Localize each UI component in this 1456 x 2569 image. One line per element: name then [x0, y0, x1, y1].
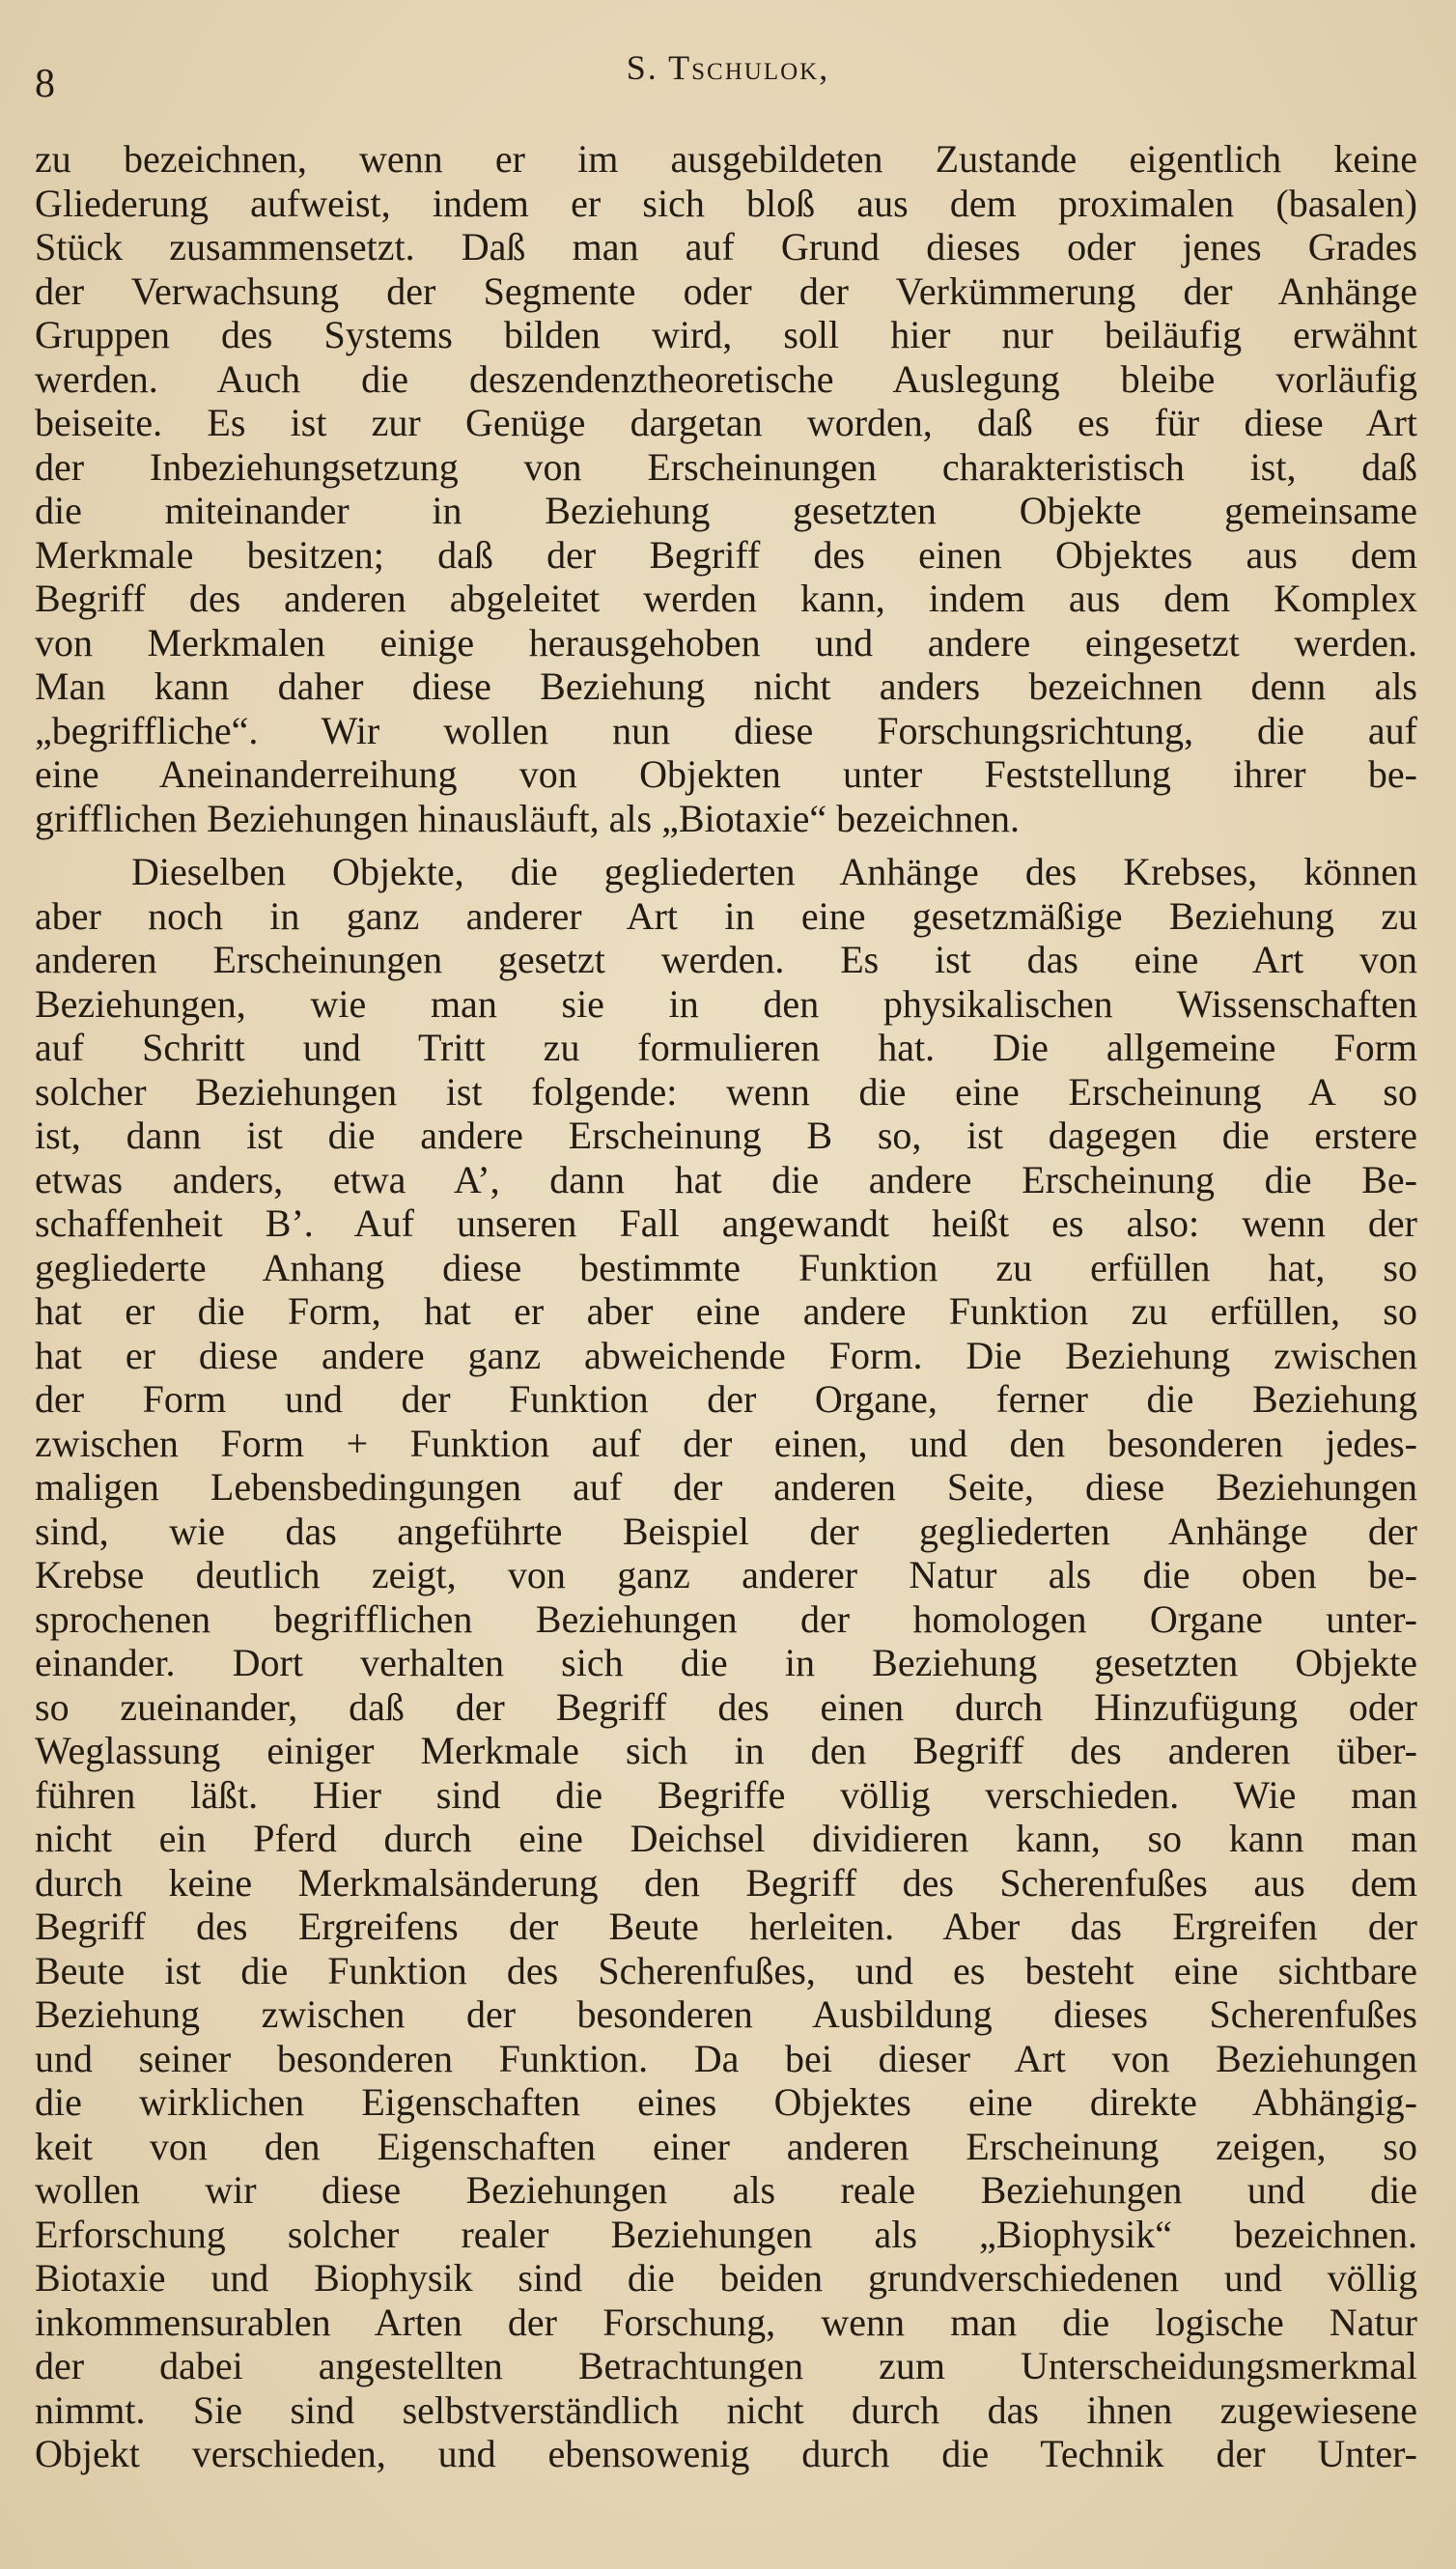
text-line: Beziehungen, wie man sie in den physikalischen Wissenschaften [35, 981, 1417, 1026]
text-line: der Verwachsung der Segmente oder der Verkümmerung der Anhänge [35, 268, 1417, 313]
text-line: Dieselben Objekte, die gegliederten Anhänge des Krebses, können [131, 850, 1417, 893]
text-line: inkommensurablen Arten der Forschung, wenn man die logische Natur [35, 2300, 1417, 2344]
text-line: die wirklichen Eigenschaften eines Objektes eine direkte Abhängig- [35, 2080, 1417, 2124]
text-line: Stück zusammensetzt. Daß man auf Grund dieses oder jenes Grades [35, 225, 1417, 268]
text-line: hat er die Form, hat er aber eine andere Funktion zu erfüllen, so [35, 1289, 1417, 1333]
text-line: der Inbeziehungsetzung von Erscheinungen charakteristisch ist, daß [35, 444, 1417, 489]
body-text [35, 137, 1417, 2476]
text-line: sprochenen begrifflichen Beziehungen der homologen Organe unter- [35, 1596, 1417, 1641]
text-line: gegliederte Anhang diese bestimmte Funktion zu erfüllen hat, so [35, 1245, 1417, 1289]
text-line: werden. Auch die deszendenztheoretische Auslegung bleibe vorläufig [35, 356, 1417, 401]
running-title [0, 50, 1456, 85]
text-line: durch keine Merkmalsänderung den Begriff des Scherenfußes aus dem [35, 1860, 1417, 1905]
text-line: Krebse deutlich zeigt, von ganz anderer Natur als die oben be- [35, 1553, 1417, 1596]
text-line: „begriffliche“. Wir wollen nun diese Forschungsrichtung, die auf [35, 708, 1417, 752]
text-line: eine Aneinanderreihung von Objekten unter Feststellung ihrer be- [35, 752, 1417, 796]
text-line: Gliederung aufweist, indem er sich bloß aus dem proximalen (basalen) [35, 181, 1417, 225]
text-line: keit von den Eigenschaften einer anderen Erscheinung zeigen, so [35, 2124, 1417, 2168]
text-line: ist, dann ist die andere Erscheinung B so, ist dagegen die erstere [35, 1114, 1417, 1157]
text-line: einander. Dort verhalten sich die in Beziehung gesetzten Objekte [35, 1641, 1417, 1684]
text-line: Weglassung einiger Merkmale sich in den Begriff des anderen über- [35, 1729, 1417, 1772]
text-line: nicht ein Pferd durch eine Deichsel dividieren kann, so kann man [35, 1817, 1417, 1860]
text-line: und seiner besonderen Funktion. Da bei dieser Art von Beziehungen [35, 2036, 1417, 2080]
text-line: von Merkmalen einige herausgehoben und andere eingesetzt werden. [35, 620, 1417, 664]
text-line: Gruppen des Systems bilden wird, soll hier nur beiläufig erwähnt [35, 313, 1417, 356]
text-line: nimmt. Sie sind selbstverständlich nicht durch das ihnen zugewiesene [35, 2387, 1417, 2432]
text-line: Objekt verschieden, und ebensowenig durch die Technik der Unter- [35, 2432, 1417, 2475]
paragraph [35, 137, 1417, 840]
text-line: Biotaxie und Biophysik sind die beiden grundverschiedenen und völlig [35, 2256, 1417, 2300]
text-line: beiseite. Es ist zur Genüge dargetan worden, daß es für diese Art [35, 401, 1417, 444]
text-line: anderen Erscheinungen gesetzt werden. Es ist das eine Art von [35, 938, 1417, 981]
text-line: zwischen Form + Funktion auf der einen, und den besonderen jedes- [35, 1421, 1417, 1465]
text-line: Merkmale besitzen; daß der Begriff des einen Objektes aus dem [35, 532, 1417, 577]
text-line: der dabei angestellten Betrachtungen zum Unterscheidungsmerkmal [35, 2344, 1417, 2387]
text-line: aber noch in ganz anderer Art in eine gesetzmäßige Beziehung zu [35, 893, 1417, 938]
text-line: etwas anders, etwa A’, dann hat die andere Erscheinung die Be- [35, 1157, 1417, 1201]
text-line: der Form und der Funktion der Organe, ferner die Beziehung [35, 1377, 1417, 1421]
text-line: Beziehung zwischen der besonderen Ausbildung dieses Scherenfußes [35, 1992, 1417, 2036]
text-line: zu bezeichnen, wenn er im ausgebildeten Zustande eigentlich keine [35, 137, 1417, 181]
text-line: Erforschung solcher realer Beziehungen als „Biophysik“ bezeichnen. [35, 2212, 1417, 2256]
paragraph [35, 850, 1417, 2476]
text-line: maligen Lebensbedingungen auf der anderen Seite, diese Beziehungen [35, 1465, 1417, 1509]
text-line: wollen wir diese Beziehungen als reale Beziehungen und die [35, 2168, 1417, 2212]
text-line: Beute ist die Funktion des Scherenfußes, und es besteht eine sichtbare [35, 1948, 1417, 1992]
text-line: auf Schritt und Tritt zu formulieren hat. Die allgemeine Form [35, 1026, 1417, 1069]
text-line: schaffenheit B’. Auf unseren Fall angewandt heißt es also: wenn der [35, 1201, 1417, 1245]
text-line: Begriff des Ergreifens der Beute herleiten. Aber das Ergreifen der [35, 1905, 1417, 1948]
text-line: grifflichen Beziehungen hinausläuft, als „Biotaxie“ bezeichnen. [35, 796, 1020, 840]
text-line: hat er diese andere ganz abweichende Form. Die Beziehung zwischen [35, 1333, 1417, 1377]
text-line: Begriff des anderen abgeleitet werden kann, indem aus dem Komplex [35, 577, 1417, 620]
text-line: führen läßt. Hier sind die Begriffe völlig verschieden. Wie man [35, 1772, 1417, 1817]
paragraph-gap [35, 840, 1417, 850]
text-line: Man kann daher diese Beziehung nicht anders bezeichnen denn als [35, 664, 1417, 708]
text-line: so zueinander, daß der Begriff des einen durch Hinzufügung oder [35, 1684, 1417, 1729]
text-line: sind, wie das angeführte Beispiel der gegliederten Anhänge der [35, 1509, 1417, 1553]
running-title-text: S. Tschulok, [626, 48, 830, 87]
page-number: 8 [35, 62, 55, 106]
text-line: solcher Beziehungen ist folgende: wenn die eine Erscheinung A so [35, 1069, 1417, 1114]
text-line: die miteinander in Beziehung gesetzten Objekte gemeinsame [35, 489, 1417, 532]
